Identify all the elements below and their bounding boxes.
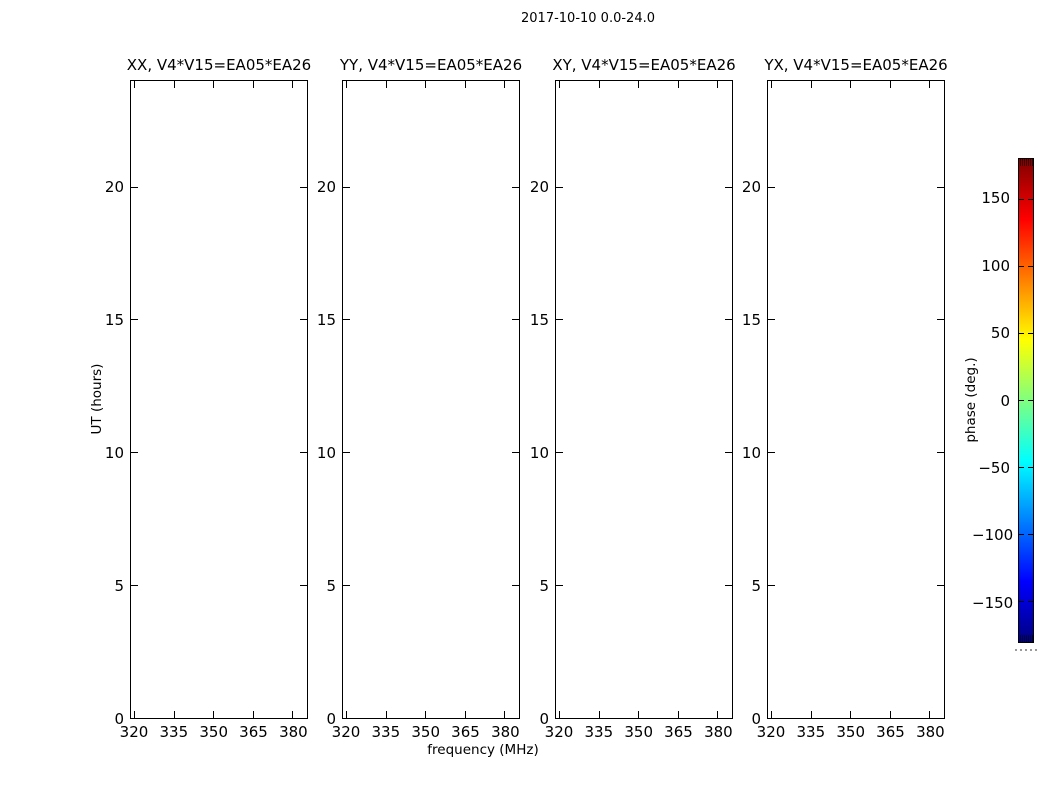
x-tick-label: 335 <box>584 723 614 741</box>
y-tick-mark-left <box>131 187 138 188</box>
colorbar-bottom-comb-stripe <box>1022 635 1023 642</box>
x-tick-label: 335 <box>371 723 401 741</box>
colorbar-bottom-comb-stripe <box>1032 635 1033 642</box>
y-tick-label: 5 <box>539 576 549 595</box>
x-tick-mark-top <box>213 81 214 88</box>
x-tick-mark-bottom <box>638 711 639 718</box>
y-tick-label: 5 <box>114 576 124 595</box>
x-tick-mark-top <box>386 81 387 88</box>
colorbar-bottom-comb-stripe <box>1024 635 1025 642</box>
y-tick-mark-right <box>725 319 732 320</box>
colorbar-tick-mark-left <box>1019 400 1024 401</box>
x-tick-mark-top <box>638 81 639 88</box>
y-tick-mark-left <box>768 187 775 188</box>
y-tick-mark-left <box>343 319 350 320</box>
colorbar-tick-label: 50 <box>990 324 1010 343</box>
colorbar-tick-mark-right <box>1028 400 1033 401</box>
y-tick-mark-right <box>937 319 944 320</box>
x-tick-mark-top <box>425 81 426 88</box>
y-tick-label: 10 <box>529 443 549 462</box>
colorbar-tick-mark-left <box>1019 266 1024 267</box>
x-tick-mark-top <box>174 81 175 88</box>
y-tick-mark-left <box>556 319 563 320</box>
colorbar-tick-mark-right <box>1028 467 1033 468</box>
y-tick-label: 15 <box>104 310 124 329</box>
x-tick-label: 320 <box>331 723 361 741</box>
panel-title-yy: YY, V4*V15=EA05*EA26 <box>339 56 523 74</box>
x-axis-label: frequency (MHz) <box>427 742 539 758</box>
colorbar-tick-mark-right <box>1028 534 1033 535</box>
y-tick-mark-left <box>343 585 350 586</box>
x-tick-mark-top <box>346 81 347 88</box>
plot-area <box>130 80 308 719</box>
x-tick-mark-bottom <box>425 711 426 718</box>
y-tick-label: 0 <box>539 710 549 728</box>
colorbar-tick-label: 150 <box>981 189 1010 208</box>
x-tick-mark-top <box>253 81 254 88</box>
y-tick-label: 15 <box>529 310 549 329</box>
y-tick-mark-right <box>725 585 732 586</box>
y-tick-mark-right <box>725 187 732 188</box>
colorbar-tick-mark-left <box>1019 601 1024 602</box>
x-tick-mark-top <box>929 81 930 88</box>
x-tick-mark-top <box>678 81 679 88</box>
y-tick-mark-left <box>343 452 350 453</box>
y-tick-label: 20 <box>316 177 336 196</box>
y-tick-mark-right <box>300 187 307 188</box>
y-axis-label: UT (hours) <box>89 363 105 435</box>
y-tick-mark-right <box>937 585 944 586</box>
y-tick-label: 10 <box>741 443 761 462</box>
y-tick-mark-right <box>300 585 307 586</box>
x-tick-mark-top <box>504 81 505 88</box>
x-tick-label: 320 <box>544 723 574 741</box>
plot-area <box>555 80 733 719</box>
y-tick-mark-left <box>131 585 138 586</box>
x-tick-mark-top <box>599 81 600 88</box>
x-tick-mark-bottom <box>213 711 214 718</box>
colorbar-tick-mark-right <box>1028 601 1033 602</box>
y-tick-mark-right <box>512 319 519 320</box>
y-tick-mark-right <box>512 585 519 586</box>
y-tick-mark-right <box>300 319 307 320</box>
y-tick-mark-left <box>131 319 138 320</box>
y-tick-mark-right <box>300 452 307 453</box>
colorbar-bottom-comb-stripe <box>1028 635 1029 642</box>
y-tick-mark-left <box>556 452 563 453</box>
colorbar-top-comb-stripe <box>1028 159 1029 166</box>
colorbar-tick-label: 0 <box>1000 391 1010 410</box>
y-tick-label: 5 <box>326 576 336 595</box>
colorbar-top-comb-stripe <box>1032 159 1033 166</box>
x-tick-label: 350 <box>411 723 441 741</box>
x-tick-mark-top <box>717 81 718 88</box>
y-tick-mark-left <box>131 452 138 453</box>
x-tick-label: 380 <box>491 723 520 741</box>
colorbar-bottom-dots <box>1015 649 1037 651</box>
x-tick-mark-bottom <box>811 711 812 718</box>
y-tick-mark-right <box>937 187 944 188</box>
x-tick-label: 320 <box>119 723 149 741</box>
x-tick-label: 365 <box>239 723 268 741</box>
colorbar-tick-label: 100 <box>981 256 1010 275</box>
x-tick-mark-bottom <box>599 711 600 718</box>
colorbar-top-comb-stripe <box>1026 159 1027 166</box>
x-tick-mark-top <box>292 81 293 88</box>
y-tick-mark-left <box>131 718 138 719</box>
colorbar-tick-label: −50 <box>978 458 1010 477</box>
x-tick-label: 380 <box>279 723 308 741</box>
y-tick-mark-right <box>725 718 732 719</box>
x-tick-mark-top <box>811 81 812 88</box>
y-tick-mark-left <box>343 718 350 719</box>
colorbar-gradient <box>1018 158 1034 643</box>
x-tick-label: 350 <box>624 723 654 741</box>
x-tick-mark-top <box>850 81 851 88</box>
y-tick-mark-right <box>512 718 519 719</box>
x-tick-mark-bottom <box>717 711 718 718</box>
y-tick-mark-left <box>768 452 775 453</box>
x-tick-mark-bottom <box>850 711 851 718</box>
x-tick-label: 380 <box>916 723 945 741</box>
colorbar-tick-mark-right <box>1028 266 1033 267</box>
x-tick-mark-top <box>134 81 135 88</box>
colorbar-tick-mark-left <box>1019 333 1024 334</box>
x-tick-mark-bottom <box>678 711 679 718</box>
x-tick-label: 335 <box>796 723 826 741</box>
x-tick-label: 350 <box>836 723 866 741</box>
y-tick-mark-left <box>556 718 563 719</box>
colorbar-tick-mark-right <box>1028 333 1033 334</box>
x-tick-mark-top <box>771 81 772 88</box>
x-tick-label: 320 <box>756 723 786 741</box>
x-tick-mark-bottom <box>386 711 387 718</box>
y-tick-label: 20 <box>529 177 549 196</box>
colorbar-top-comb-stripe <box>1030 159 1031 166</box>
colorbar-tick-label: −100 <box>972 526 1014 545</box>
x-tick-label: 335 <box>159 723 189 741</box>
y-tick-mark-left <box>556 585 563 586</box>
panel-title-xy: XY, V4*V15=EA05*EA26 <box>552 56 736 74</box>
x-tick-label: 350 <box>199 723 229 741</box>
colorbar-tick-mark-left <box>1019 467 1024 468</box>
y-tick-mark-left <box>556 187 563 188</box>
y-tick-mark-right <box>937 718 944 719</box>
y-tick-label: 15 <box>741 310 761 329</box>
x-tick-label: 365 <box>451 723 480 741</box>
x-tick-label: 365 <box>664 723 693 741</box>
x-tick-mark-bottom <box>504 711 505 718</box>
y-tick-mark-right <box>725 452 732 453</box>
colorbar-top-comb-stripe <box>1024 159 1025 166</box>
colorbar-label: phase (deg.) <box>963 357 979 443</box>
y-tick-label: 10 <box>316 443 336 462</box>
x-tick-mark-top <box>890 81 891 88</box>
y-tick-label: 20 <box>741 177 761 196</box>
y-tick-mark-left <box>768 718 775 719</box>
plot-area <box>342 80 520 719</box>
panel-title-xx: XX, V4*V15=EA05*EA26 <box>126 56 312 74</box>
panel-title-yx: YX, V4*V15=EA05*EA26 <box>764 56 948 74</box>
x-tick-mark-bottom <box>174 711 175 718</box>
colorbar-tick-label: −150 <box>972 593 1014 612</box>
x-tick-mark-top <box>559 81 560 88</box>
x-tick-mark-bottom <box>292 711 293 718</box>
y-tick-label: 15 <box>316 310 336 329</box>
colorbar-tick-mark-right <box>1028 199 1033 200</box>
y-tick-mark-right <box>512 452 519 453</box>
y-tick-label: 10 <box>104 443 124 462</box>
y-tick-mark-right <box>300 718 307 719</box>
y-tick-mark-right <box>937 452 944 453</box>
x-tick-label: 380 <box>704 723 733 741</box>
colorbar-top-comb-stripe <box>1022 159 1023 166</box>
x-tick-mark-bottom <box>253 711 254 718</box>
plot-area <box>767 80 945 719</box>
y-tick-label: 0 <box>114 710 124 728</box>
figure-title: 2017-10-10 0.0-24.0 <box>521 11 655 26</box>
x-tick-mark-top <box>465 81 466 88</box>
x-tick-mark-bottom <box>465 711 466 718</box>
colorbar-tick-mark-left <box>1019 199 1024 200</box>
y-tick-mark-left <box>343 187 350 188</box>
y-tick-mark-left <box>768 319 775 320</box>
y-tick-label: 20 <box>104 177 124 196</box>
x-tick-mark-bottom <box>929 711 930 718</box>
colorbar-bottom-comb-stripe <box>1030 635 1031 642</box>
y-tick-label: 0 <box>751 710 761 728</box>
colorbar-bottom-comb-stripe <box>1020 635 1021 642</box>
colorbar-bottom-comb-stripe <box>1026 635 1027 642</box>
y-tick-label: 0 <box>326 710 336 728</box>
colorbar-top-comb-stripe <box>1020 159 1021 166</box>
x-tick-mark-bottom <box>890 711 891 718</box>
x-tick-label: 365 <box>876 723 905 741</box>
y-tick-mark-left <box>768 585 775 586</box>
y-tick-label: 5 <box>751 576 761 595</box>
colorbar-tick-mark-left <box>1019 534 1024 535</box>
y-tick-mark-right <box>512 187 519 188</box>
